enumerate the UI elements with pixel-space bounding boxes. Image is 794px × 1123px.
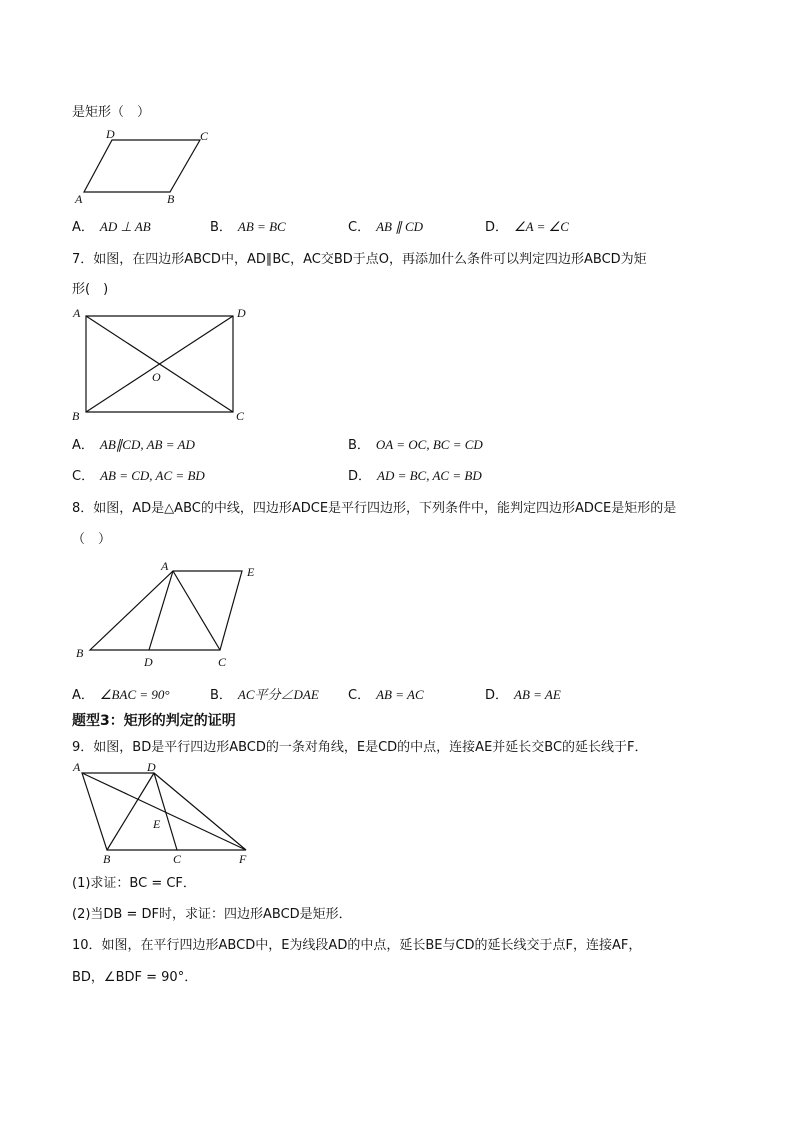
option-letter: A．	[72, 220, 94, 235]
q9-label-a: A	[73, 760, 81, 774]
option-expr: AB∥CD, AB = AD	[99, 437, 195, 452]
option-letter: B．	[210, 688, 232, 703]
option-letter: D．	[485, 688, 509, 703]
q8-segment-ac	[173, 571, 220, 650]
q6-option-c[interactable]	[348, 216, 423, 235]
q9-segment-df	[154, 773, 246, 850]
option-expr: AB = BC	[237, 219, 286, 234]
q9-part-1: (1)求证：BC = CF．	[72, 876, 196, 891]
q9-diagonal-bd	[107, 773, 154, 850]
q9-label-e: E	[153, 817, 161, 831]
q7-rectangle-figure	[70, 304, 260, 429]
q8-label-c: C	[218, 655, 227, 669]
option-expr: AD = BC, AC = BD	[377, 468, 482, 483]
q10-stem-cont: BD，∠BDF = 90°．	[72, 970, 198, 985]
q6-label-d: D	[106, 127, 115, 141]
q8-stem: 8．如图，AD是△ABC的中线，四边形ADCE是平行四边形，下列条件中，能判定四边形ADCE是矩形的是	[72, 501, 677, 516]
option-letter: B．	[348, 438, 370, 453]
q7-label-a: A	[73, 306, 81, 320]
q6-stem-tail: 是矩形（ ）	[72, 105, 151, 120]
option-letter: D．	[348, 469, 372, 484]
q6-option-b[interactable]	[210, 216, 286, 235]
q8-option-d[interactable]	[485, 684, 561, 703]
q6-parallelogram-figure	[70, 128, 220, 208]
q6-parallelogram	[84, 140, 200, 192]
option-expr: AB = CD, AC = BD	[100, 468, 205, 483]
option-expr: AD ⊥ AB	[99, 219, 151, 234]
option-letter: A．	[72, 688, 94, 703]
option-expr: AB = AE	[514, 687, 561, 702]
q7-stem: 7．如图，在四边形ABCD中，AD∥BC，AC交BD于点O，再添加什么条件可以判定四边形ABCD为矩	[72, 252, 647, 267]
q7-option-a[interactable]	[72, 434, 195, 453]
q7-label-d: D	[237, 306, 246, 320]
option-letter: D．	[485, 220, 509, 235]
q8-label-e: E	[247, 565, 255, 579]
q7-option-b[interactable]	[348, 434, 483, 453]
q7-label-b: B	[72, 409, 80, 423]
q6-label-c: C	[200, 129, 209, 143]
q9-stem: 9．如图，BD是平行四边形ABCD的一条对角线，E是CD的中点，连接AE并延长交BC的延长线于F．	[72, 740, 648, 755]
q7-label-o: O	[152, 370, 161, 384]
q9-part-2: (2)当DB = DF时，求证：四边形ABCD是矩形．	[72, 907, 352, 922]
q8-outline	[90, 571, 242, 650]
q6-label-a: A	[75, 192, 83, 206]
option-expr: AB ∥ CD	[376, 219, 424, 234]
q8-label-d: D	[144, 655, 153, 669]
option-expr: AC平分∠DAE	[237, 687, 319, 702]
q8-option-c[interactable]	[348, 684, 424, 703]
option-expr: AB = AC	[376, 687, 424, 702]
q8-label-a: A	[161, 559, 169, 573]
q9-figure	[70, 758, 260, 868]
q6-option-a[interactable]	[72, 216, 151, 235]
option-letter: C．	[72, 469, 95, 484]
q9-label-f: F	[239, 852, 247, 866]
q8-stem-cont: （ ）	[72, 532, 112, 547]
q7-option-c[interactable]	[72, 465, 205, 484]
q8-label-b: B	[76, 646, 84, 660]
q6-label-b: B	[167, 192, 175, 206]
q9-label-d: D	[147, 760, 156, 774]
q7-option-d[interactable]	[348, 465, 482, 484]
option-letter: A．	[72, 438, 94, 453]
q10-stem: 10．如图，在平行四边形ABCD中，E为线段AD的中点，延长BE与CD的延长线交于点F，连接AF，	[72, 938, 642, 953]
section-heading: 题型3：矩形的判定的证明	[72, 713, 236, 729]
option-letter: C．	[348, 220, 371, 235]
q7-label-c: C	[236, 409, 245, 423]
q9-label-c: C	[173, 852, 182, 866]
q9-label-b: B	[103, 852, 111, 866]
option-letter: C．	[348, 688, 371, 703]
option-letter: B．	[210, 220, 232, 235]
option-expr: ∠A = ∠C	[514, 219, 569, 234]
option-expr: OA = OC, BC = CD	[375, 437, 483, 452]
q9-segment-af	[82, 773, 246, 850]
q8-triangle-figure	[72, 558, 272, 673]
q8-option-b[interactable]	[210, 684, 319, 703]
q6-option-d[interactable]	[485, 216, 569, 235]
q7-stem-cont: 形( )	[72, 282, 109, 297]
option-expr: ∠BAC = 90°	[99, 687, 170, 702]
q8-option-a[interactable]	[72, 684, 170, 703]
